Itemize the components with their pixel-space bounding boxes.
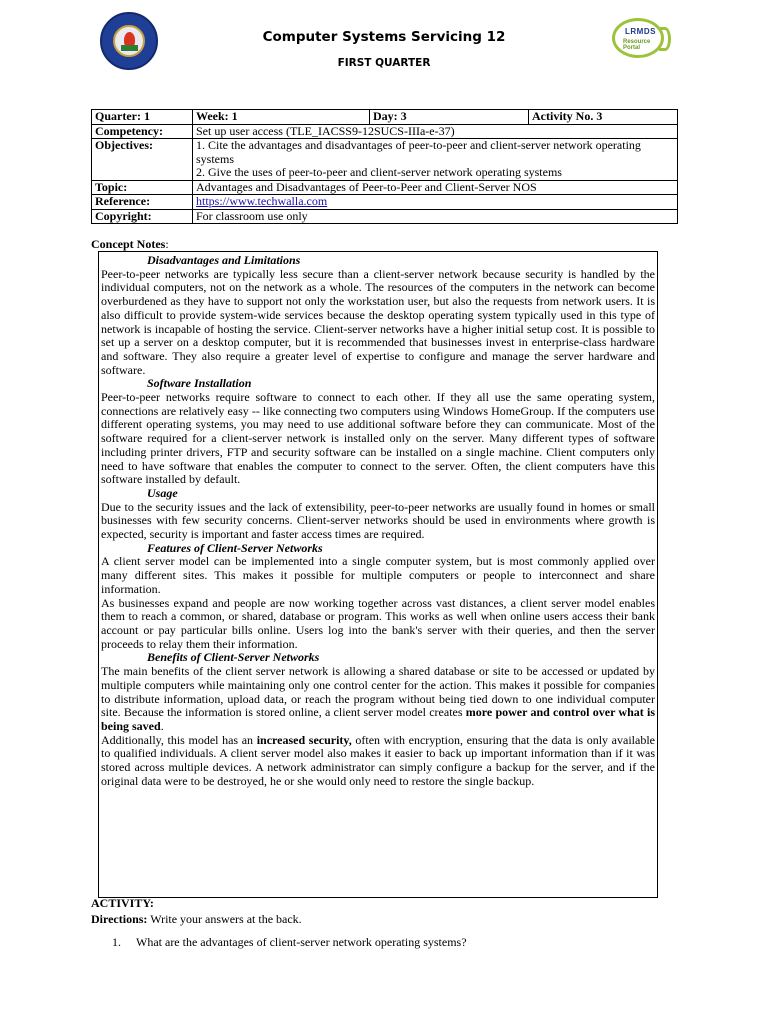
table-row <box>92 124 678 139</box>
section-paragraph <box>101 734 655 789</box>
text-run: . <box>160 718 164 733</box>
lrmds-logo-text: LRMDS <box>625 27 656 36</box>
section-heading: Usage <box>147 485 178 500</box>
question-number: 1. <box>112 935 121 949</box>
competency-value: Set up user access (TLE_IACSS9-12SUCS-IIIa-e-37) <box>193 124 678 139</box>
question-item <box>112 935 467 949</box>
quarter-subtitle: FIRST QUARTER <box>337 57 431 69</box>
section-paragraph: A client server model can be implemented into a single computer system, but is most commonly applied over many different sites. This makes it possible for multiple computers or people to interconnect and share information. <box>101 554 655 596</box>
section-paragraph: Due to the security issues and the lack of extensibility, peer-to-peer networks are usually found in homes or small businesses with few security concerns. Client-server networks should be used in environments where growth is expected, security is important and faster access times are required. <box>101 499 655 542</box>
table-row <box>92 195 678 210</box>
copyright-label: Copyright: <box>92 209 193 224</box>
concept-notes-label <box>91 237 169 251</box>
table-row <box>92 209 678 224</box>
directions-label: Directions: <box>91 912 148 926</box>
competency-label: Competency: <box>92 124 193 139</box>
reference-label: Reference: <box>92 195 193 210</box>
book-base-icon <box>121 45 138 51</box>
emphasis-run: increased security, <box>256 732 352 747</box>
text-run: The main benefits of the client server network is allowing a shared database or site to be accessed or updated by multiple computers while maintaining only one control center for the action. This makes it possible for companies to distribute information, upload data, or reach the program without being tied down to one individual computer site. Because the information is stored online, a client server model creates <box>101 664 655 720</box>
lrmds-logo-subtext: Resource Portal <box>623 39 651 51</box>
section-heading: Disadvantages and Limitations <box>147 253 301 267</box>
quarter-cell: Quarter: 1 <box>92 110 193 125</box>
question-text: What are the advantages of client-server network operating systems? <box>136 935 467 949</box>
reference-cell <box>193 195 678 210</box>
concept-notes-title: Concept Notes <box>91 237 166 251</box>
table-row <box>92 180 678 195</box>
text-run: Additionally, this model has an <box>101 732 257 747</box>
concept-notes-colon: : <box>165 237 169 251</box>
activity-heading: ACTIVITY: <box>91 896 154 910</box>
section-paragraph: As businesses expand and people are now working together across vast distances, a client server model enables them to reach a common, or shared, database or program. This works as well when online users access their bank account or pay particular bills online. Users log into the bank's server with their queries, and then the server proceeds to relay them their information. <box>101 595 655 651</box>
section-paragraph: Peer-to-peer networks are typically less secure than a client-server network because security is handled by the individual computers, not on the network as a whole. The resources of the computers in the network can become overburdened as they have to support not only the workstation user, but also the requests from network users. It is also difficult to provide system-wide services because the desktop operating system typically used in this type of network is incapable of hosting the service. Client-server networks have a higher initial setup cost. It is possible to set up a server on a desktop computer, but it is recommended that businesses invest in enterprise-class hardware and software. They also require a greater level of expertise to configure and manage the server hardware and software. <box>101 266 655 377</box>
table-row <box>92 139 678 181</box>
objective-item: 1. Cite the advantages and disadvantages of peer-to-peer and client-server network operating systems <box>196 138 641 166</box>
text-run: often with encryption, ensuring that the data is only available to qualified individuals. A client server model also makes it easier to back up important information than if it was stored across multiple devices. A network administrator can simply configure a backup for the server, and if the original data were to be destroyed, he or she would only need to restore the single backup. <box>101 732 655 788</box>
objective-item: 2. Give the uses of peer-to-peer and client-server network operating systems <box>196 165 562 179</box>
lesson-info-table <box>91 109 678 224</box>
copyright-value: For classroom use only <box>193 209 678 224</box>
table-row <box>92 110 678 125</box>
day-cell: Day: 3 <box>370 110 529 125</box>
topic-value: Advantages and Disadvantages of Peer-to-Peer and Client-Server NOS <box>193 180 678 195</box>
document-title: Computer Systems Servicing 12 <box>262 29 506 45</box>
objectives-label: Objectives: <box>92 139 193 181</box>
section-heading: Features of Client-Server Networks <box>147 540 323 555</box>
objectives-value <box>193 139 678 181</box>
lrmds-logo-icon <box>612 18 664 58</box>
week-cell: Week: 1 <box>193 110 370 125</box>
section-heading: Software Installation <box>147 376 252 391</box>
directions-text: Write your answers at the back. <box>147 912 302 926</box>
directions-line <box>91 912 302 926</box>
section-paragraph <box>101 665 655 734</box>
activity-no-cell: Activity No. 3 <box>529 110 678 125</box>
section-heading: Benefits of Client-Server Networks <box>147 650 320 665</box>
concept-notes-box <box>98 251 658 898</box>
emphasis-run: more power and control over what is being saved <box>101 705 655 733</box>
section-paragraph: Peer-to-peer networks require software to connect to each other. If they all use the same operating system, connections are relatively easy -- like connecting two computers using Windows HomeGroup. If the computers use different operating systems, you may need to use additional software before they can communicate. Most of the software required for a client-server network is installed only on the server. Many different types of software including printer drivers, FTP and security software can be installed on a single machine. Client computers only need to have software that enables the computer to connect to the server. Often, the client computers have this software installed by default. <box>101 390 655 487</box>
topic-label: Topic: <box>92 180 193 195</box>
reference-link[interactable]: https://www.techwalla.com <box>196 194 328 208</box>
